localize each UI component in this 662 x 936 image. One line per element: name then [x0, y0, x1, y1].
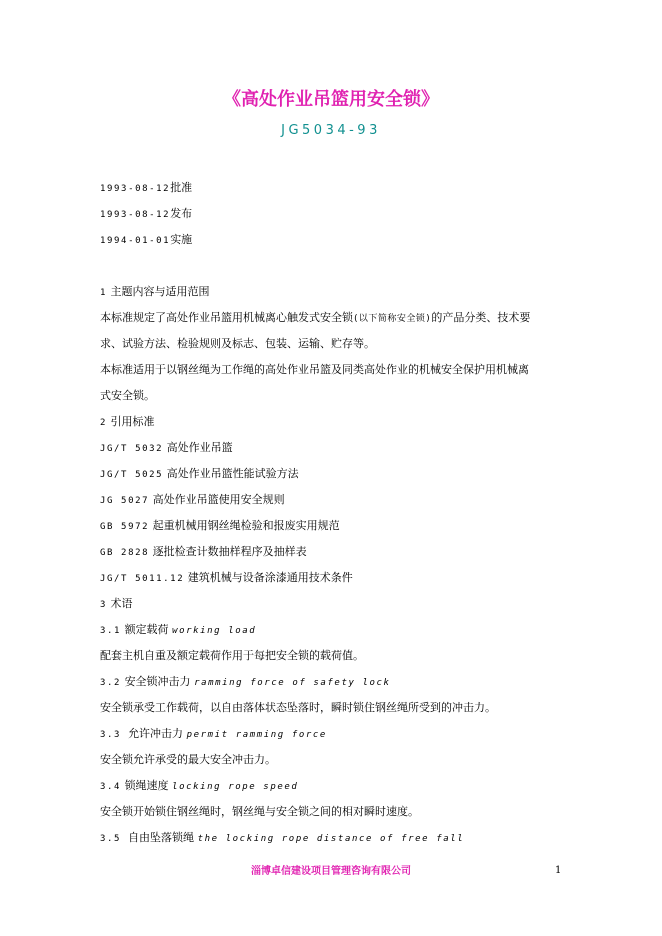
- reference-code: GB 2828: [100, 548, 150, 558]
- page-title: 《高处作业吊篮用安全锁》: [223, 89, 439, 110]
- term-number: 3.2: [100, 678, 122, 688]
- section-title: 主题内容与适用范围: [110, 285, 210, 298]
- reference-item: [100, 544, 307, 561]
- section-1-paragraph-1-line-2: 求、试验方法、检验规则及标志、包装、运输、贮存等。: [100, 337, 375, 350]
- term-name-en: ramming force of safety lock: [194, 678, 391, 688]
- reference-name: 建筑机械与设备涂漆通用技术条件: [187, 571, 353, 584]
- reference-name: 高处作业吊篮使用安全规则: [152, 493, 285, 506]
- reference-item: [100, 440, 233, 457]
- term-name-en: locking rope speed: [172, 782, 299, 792]
- reference-name: 逐批检查计数抽样程序及抽样表: [152, 545, 307, 558]
- date-value: 1993-08-12: [100, 210, 171, 220]
- footer-company: 淄博卓信建设项目管理咨询有限公司: [251, 866, 411, 877]
- term-name-en: the locking rope distance of free fall: [197, 834, 465, 844]
- term-number: 3.3: [100, 730, 122, 740]
- section-number: 1: [100, 288, 108, 298]
- text-part: (以下简称安全锁): [353, 314, 432, 324]
- standard-code: JG5034-93: [281, 123, 381, 138]
- reference-code: JG/T 5032: [100, 444, 164, 454]
- reference-name: 高处作业吊篮性能试验方法: [166, 467, 299, 480]
- reference-code: JG/T 5025: [100, 470, 164, 480]
- term-number: 3.1: [100, 626, 122, 636]
- date-implemented: [100, 232, 192, 249]
- section-number: 2: [100, 418, 108, 428]
- term-definition: 安全锁承受工作载荷，以自由落体状态坠落时，瞬时锁住钢丝绳所受到的冲击力。: [100, 701, 496, 714]
- reference-item: [100, 492, 285, 509]
- section-title: 引用标准: [110, 415, 155, 428]
- term-name-cn: 锁绳速度: [124, 779, 169, 792]
- term-definition: 安全锁开始锁住钢丝绳时，钢丝绳与安全锁之间的相对瞬时速度。: [100, 805, 419, 818]
- reference-name: 起重机械用钢丝绳检验和报废实用规范: [152, 519, 340, 532]
- date-label: 实施: [170, 233, 193, 246]
- reference-name: 高处作业吊篮: [166, 441, 233, 454]
- date-label: 发布: [170, 207, 193, 220]
- reference-code: JG 5027: [100, 496, 150, 506]
- term-heading: [100, 830, 464, 847]
- section-1-paragraph-2-line-2: 式安全锁。: [100, 389, 155, 402]
- term-definition: 安全锁允许承受的最大安全冲击力。: [100, 753, 276, 766]
- section-3-heading: [100, 596, 133, 613]
- term-heading: [100, 674, 391, 691]
- term-name-en: permit ramming force: [186, 730, 327, 740]
- text-part: 本标准规定了高处作业吊篮用机械离心触发式安全锁: [100, 311, 353, 324]
- section-title: 术语: [110, 597, 133, 610]
- reference-item: [100, 570, 353, 587]
- reference-code: GB 5972: [100, 522, 150, 532]
- section-1-paragraph-1-line-1: [100, 310, 530, 327]
- reference-item: [100, 518, 340, 535]
- date-approved: [100, 180, 192, 197]
- term-heading: [100, 778, 298, 795]
- date-published: [100, 206, 192, 223]
- section-1-heading: [100, 284, 210, 301]
- text-part: 的产品分类、技术要: [431, 311, 531, 324]
- term-number: 3.5: [100, 834, 122, 844]
- section-number: 3: [100, 600, 108, 610]
- reference-code: JG/T 5011.12: [100, 574, 185, 584]
- term-name-cn: 安全锁冲击力: [124, 675, 191, 688]
- term-name-cn: 额定载荷: [124, 623, 169, 636]
- term-name-en: working load: [172, 626, 257, 636]
- term-name-cn: 允许冲击力: [128, 727, 184, 740]
- date-value: 1994-01-01: [100, 236, 171, 246]
- section-2-heading: [100, 414, 155, 431]
- date-value: 1993-08-12: [100, 184, 171, 194]
- term-heading: [100, 726, 327, 743]
- date-label: 批准: [170, 181, 193, 194]
- term-number: 3.4: [100, 782, 122, 792]
- term-heading: [100, 622, 256, 639]
- section-1-paragraph-2-line-1: 本标准适用于以钢丝绳为工作绳的高处作业吊篮及同类高处作业的机械安全保护用机械离: [100, 363, 529, 376]
- page-number: 1: [555, 865, 562, 876]
- term-name-cn: 自由坠落锁绳: [128, 831, 195, 844]
- term-definition: 配套主机自重及额定载荷作用于每把安全锁的载荷值。: [100, 649, 364, 662]
- reference-item: [100, 466, 299, 483]
